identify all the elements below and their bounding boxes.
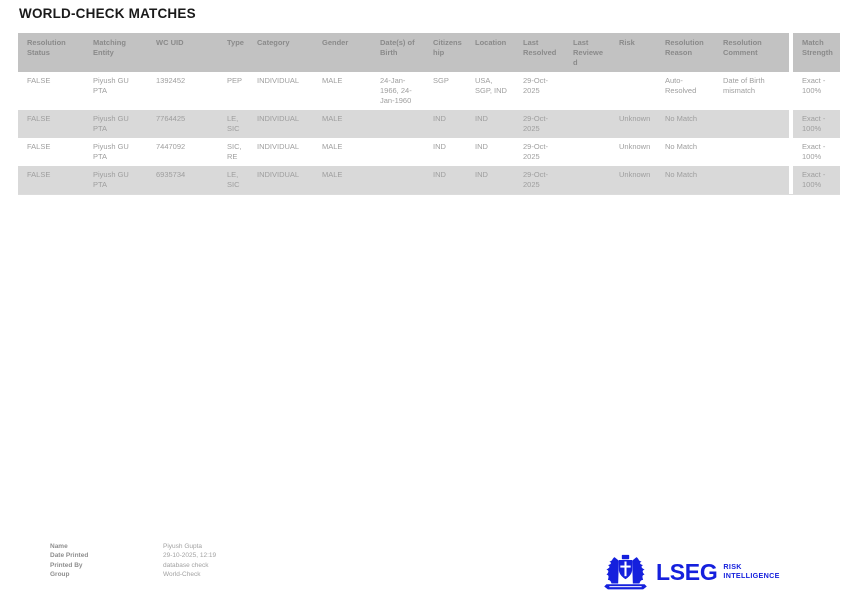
cell-resolution_comment: Date of Birth mismatch xyxy=(714,72,789,110)
cell-resolution_status: FALSE xyxy=(18,110,84,138)
cell-location: USA, SGP, IND xyxy=(466,72,514,110)
cell-risk: Unknown xyxy=(610,166,656,195)
cell-wc_uid: 1392452 xyxy=(147,72,218,110)
page-title: WORLD-CHECK MATCHES xyxy=(19,6,196,21)
cell-risk: Unknown xyxy=(610,110,656,138)
cell-last_resolved: 29-Oct-2025 xyxy=(514,110,564,138)
column-header-category: Category xyxy=(248,33,313,72)
table-row xyxy=(18,110,840,138)
cell-matching_entity: Piyush GU PTA xyxy=(84,110,147,138)
meta-value: database check xyxy=(163,561,209,569)
cell-resolution_reason: Auto-Resolved xyxy=(656,72,714,110)
cell-dates_of_birth xyxy=(371,110,424,138)
cell-last_reviewed xyxy=(564,166,610,195)
cell-resolution_reason: No Match xyxy=(656,110,714,138)
cell-resolution_status: FALSE xyxy=(18,166,84,195)
cell-resolution_status: FALSE xyxy=(18,72,84,110)
cell-resolution_reason: No Match xyxy=(656,138,714,166)
column-header-last_reviewed: Last Reviewed xyxy=(564,33,610,72)
cell-match_strength: Exact - 100% xyxy=(793,110,840,138)
cell-match_strength: Exact - 100% xyxy=(793,138,840,166)
column-header-type: Type xyxy=(218,33,248,72)
table-row xyxy=(18,166,840,195)
cell-resolution_reason: No Match xyxy=(656,166,714,195)
cell-dates_of_birth: 24-Jan-1966, 24-Jan-1960 xyxy=(371,72,424,110)
meta-value: Piyush Gupta xyxy=(163,543,203,550)
cell-wc_uid: 6935734 xyxy=(147,166,218,195)
cell-last_reviewed xyxy=(564,110,610,138)
column-header-resolution_status: Resolution Status xyxy=(18,33,84,72)
column-header-last_resolved: Last Resolved xyxy=(514,33,564,72)
cell-citizenship: SGP xyxy=(424,72,466,110)
cell-category: INDIVIDUAL xyxy=(248,72,313,110)
meta-label: Name xyxy=(50,543,68,550)
print-meta xyxy=(50,542,216,579)
cell-type: PEP xyxy=(218,72,248,110)
column-header-risk: Risk xyxy=(610,33,656,72)
table-row xyxy=(18,72,840,110)
cell-gender: MALE xyxy=(313,110,371,138)
column-header-match_strength: Match Strength xyxy=(793,33,840,72)
cell-resolution_status: FALSE xyxy=(18,138,84,166)
cell-resolution_comment xyxy=(714,138,789,166)
meta-row-date-printed xyxy=(50,551,216,560)
lseg-crest-icon xyxy=(602,554,649,591)
column-header-location: Location xyxy=(466,33,514,72)
cell-location: IND xyxy=(466,110,514,138)
cell-category: INDIVIDUAL xyxy=(248,110,313,138)
cell-matching_entity: Piyush GU PTA xyxy=(84,166,147,195)
cell-category: INDIVIDUAL xyxy=(248,138,313,166)
cell-risk: Unknown xyxy=(610,138,656,166)
column-header-dates_of_birth: Date(s) of Birth xyxy=(371,33,424,72)
meta-value: 29-10-2025, 12:19 xyxy=(163,552,217,560)
cell-last_resolved: 29-Oct-2025 xyxy=(514,166,564,195)
column-header-matching_entity: Matching Entity xyxy=(84,33,147,72)
meta-label: Printed By xyxy=(50,561,83,569)
cell-wc_uid: 7447092 xyxy=(147,138,218,166)
meta-value: World-Check xyxy=(163,570,201,578)
column-header-gender: Gender xyxy=(313,33,371,72)
cell-matching_entity: Piyush GU PTA xyxy=(84,138,147,166)
meta-row-group xyxy=(50,570,216,579)
column-header-citizenship: Citizenship xyxy=(424,33,466,72)
cell-match_strength: Exact - 100% xyxy=(793,166,840,195)
cell-category: INDIVIDUAL xyxy=(248,166,313,195)
cell-type: LE, SIC xyxy=(218,110,248,138)
column-header-resolution_comment: Resolution Comment xyxy=(714,33,789,72)
cell-location: IND xyxy=(466,138,514,166)
lseg-tagline-line2: INTELLIGENCE xyxy=(723,571,780,580)
lseg-tagline-line1: RISK xyxy=(723,562,742,572)
column-header-wc_uid: WC UID xyxy=(147,33,218,72)
lseg-tagline xyxy=(723,563,779,580)
cell-resolution_comment xyxy=(714,110,789,138)
cell-citizenship: IND xyxy=(424,166,466,195)
cell-risk xyxy=(610,72,656,110)
cell-location: IND xyxy=(466,166,514,195)
lseg-logo xyxy=(602,553,780,591)
cell-dates_of_birth xyxy=(371,138,424,166)
cell-last_resolved: 29-Oct-2025 xyxy=(514,138,564,166)
meta-row-printed-by xyxy=(50,561,216,570)
cell-gender: MALE xyxy=(313,72,371,110)
cell-citizenship: IND xyxy=(424,138,466,166)
cell-gender: MALE xyxy=(313,138,371,166)
meta-label: Date Printed xyxy=(50,552,89,560)
cell-last_resolved: 29-Oct-2025 xyxy=(514,72,564,110)
cell-type: LE, SIC xyxy=(218,166,248,195)
cell-type: SIC, RE xyxy=(218,138,248,166)
cell-match_strength: Exact - 100% xyxy=(793,72,840,110)
cell-last_reviewed xyxy=(564,138,610,166)
cell-gender: MALE xyxy=(313,166,371,195)
cell-resolution_comment xyxy=(714,166,789,195)
cell-citizenship: IND xyxy=(424,110,466,138)
lseg-wordmark: LSEG xyxy=(656,558,718,585)
cell-wc_uid: 7764425 xyxy=(147,110,218,138)
table-header-row xyxy=(18,33,840,72)
cell-matching_entity: Piyush GU PTA xyxy=(84,72,147,110)
meta-row-name xyxy=(50,542,216,551)
matches-table xyxy=(18,33,840,195)
cell-dates_of_birth xyxy=(371,166,424,195)
column-header-resolution_reason: Resolution Reason xyxy=(656,33,714,72)
table-row xyxy=(18,138,840,166)
meta-label: Group xyxy=(50,570,70,578)
cell-last_reviewed xyxy=(564,72,610,110)
